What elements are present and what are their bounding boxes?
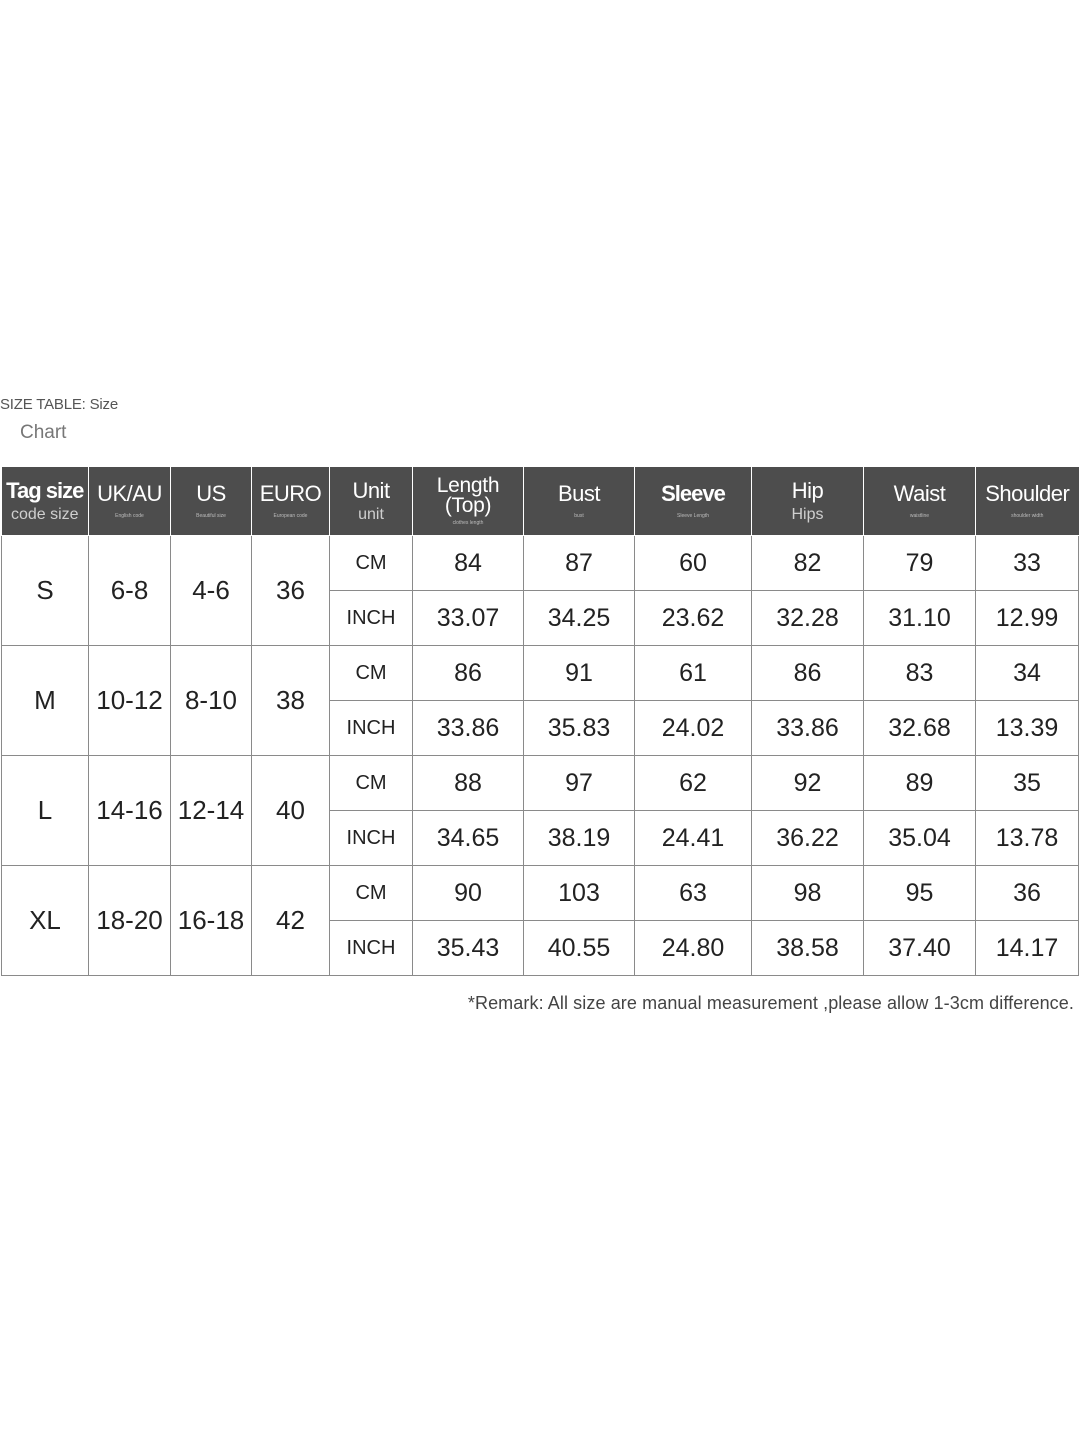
waist-cell: 79: [864, 536, 976, 591]
sleeve-cell: 23.62: [635, 591, 752, 646]
waist-cell: 89: [864, 756, 976, 811]
sleeve-cell: 24.80: [635, 921, 752, 976]
header-uk-au: [89, 467, 171, 536]
length-cell: 33.86: [413, 701, 524, 756]
tag-size-cell: S: [2, 536, 89, 646]
size-chart-table: [1, 467, 1079, 976]
tag-size-cell: L: [2, 756, 89, 866]
header-sleeve: [635, 467, 752, 536]
sleeve-cell: 61: [635, 646, 752, 701]
caption-title: SIZE TABLE: Size: [0, 396, 118, 413]
header-sublabel: Hips: [791, 505, 824, 523]
euro-cell: 42: [252, 866, 330, 976]
sleeve-cell: 63: [635, 866, 752, 921]
size-table-caption: [0, 396, 118, 444]
header-waist: [864, 467, 976, 536]
us-cell: 4-6: [171, 536, 252, 646]
header-label: Unit: [352, 477, 390, 503]
sleeve-cell: 62: [635, 756, 752, 811]
hip-cell: 92: [752, 756, 864, 811]
uk-au-cell: 6-8: [89, 536, 171, 646]
bust-cell: 40.55: [524, 921, 635, 976]
waist-cell: 95: [864, 866, 976, 921]
unit-cell: CM: [330, 536, 413, 591]
table-row: [2, 536, 1079, 591]
shoulder-cell: 14.17: [976, 921, 1079, 976]
header-sublabel: shoulder width: [1011, 513, 1044, 520]
header-euro: [252, 467, 330, 536]
header-label: Sleeve: [661, 481, 725, 507]
bust-cell: 38.19: [524, 811, 635, 866]
uk-au-cell: 18-20: [89, 866, 171, 976]
length-cell: 84: [413, 536, 524, 591]
table-row: [2, 756, 1079, 811]
unit-cell: INCH: [330, 591, 413, 646]
header-sublabel: clothes length: [452, 519, 484, 526]
hip-cell: 38.58: [752, 921, 864, 976]
header-sublabel: Sleeve Length: [677, 513, 709, 520]
sleeve-cell: 24.02: [635, 701, 752, 756]
header-label: Waist: [893, 481, 946, 507]
header-label: EURO: [259, 481, 322, 507]
euro-cell: 40: [252, 756, 330, 866]
bust-cell: 34.25: [524, 591, 635, 646]
euro-cell: 38: [252, 646, 330, 756]
header-label: Hip: [791, 477, 824, 503]
waist-cell: 32.68: [864, 701, 976, 756]
hip-cell: 32.28: [752, 591, 864, 646]
sleeve-cell: 24.41: [635, 811, 752, 866]
length-cell: 86: [413, 646, 524, 701]
table-row: [2, 866, 1079, 921]
euro-cell: 36: [252, 536, 330, 646]
shoulder-cell: 33: [976, 536, 1079, 591]
header-label: UK/AU: [97, 481, 162, 507]
hip-cell: 82: [752, 536, 864, 591]
bust-cell: 35.83: [524, 701, 635, 756]
waist-cell: 31.10: [864, 591, 976, 646]
header-sublabel: code size: [10, 505, 79, 523]
header-label: Shoulder: [985, 481, 1070, 507]
header-label: Length (Top): [436, 473, 500, 517]
header-sublabel: bust: [574, 513, 584, 520]
unit-cell: CM: [330, 756, 413, 811]
tag-size-cell: M: [2, 646, 89, 756]
header-shoulder: [976, 467, 1079, 536]
waist-cell: 37.40: [864, 921, 976, 976]
header-label: US: [196, 481, 226, 507]
unit-cell: CM: [330, 646, 413, 701]
bust-cell: 87: [524, 536, 635, 591]
hip-cell: 86: [752, 646, 864, 701]
uk-au-cell: 10-12: [89, 646, 171, 756]
header-label: Bust: [557, 481, 601, 507]
bust-cell: 103: [524, 866, 635, 921]
waist-cell: 83: [864, 646, 976, 701]
unit-cell: CM: [330, 866, 413, 921]
table-header-row: [2, 467, 1079, 536]
measurement-remark: *Remark: All size are manual measurement ,please allow 1-3cm difference.: [467, 993, 1074, 1013]
header-sublabel: unit: [358, 505, 384, 523]
shoulder-cell: 13.39: [976, 701, 1079, 756]
length-cell: 90: [413, 866, 524, 921]
header-sublabel: English code: [115, 513, 144, 520]
header-unit: [330, 467, 413, 536]
header-label: Tag size: [6, 477, 84, 503]
unit-cell: INCH: [330, 921, 413, 976]
shoulder-cell: 12.99: [976, 591, 1079, 646]
length-cell: 34.65: [413, 811, 524, 866]
unit-cell: INCH: [330, 811, 413, 866]
hip-cell: 33.86: [752, 701, 864, 756]
hip-cell: 36.22: [752, 811, 864, 866]
us-cell: 16-18: [171, 866, 252, 976]
header-sublabel: Beautiful size: [196, 513, 226, 520]
header-sublabel: waistline: [909, 513, 930, 520]
header-tag-size: [2, 467, 89, 536]
unit-cell: INCH: [330, 701, 413, 756]
header-length: [413, 467, 524, 536]
header-bust: [524, 467, 635, 536]
length-cell: 88: [413, 756, 524, 811]
length-cell: 33.07: [413, 591, 524, 646]
shoulder-cell: 36: [976, 866, 1079, 921]
uk-au-cell: 14-16: [89, 756, 171, 866]
shoulder-cell: 13.78: [976, 811, 1079, 866]
shoulder-cell: 35: [976, 756, 1079, 811]
caption-subtitle: Chart: [20, 422, 67, 443]
header-us: [171, 467, 252, 536]
bust-cell: 91: [524, 646, 635, 701]
length-cell: 35.43: [413, 921, 524, 976]
table-row: [2, 646, 1079, 701]
shoulder-cell: 34: [976, 646, 1079, 701]
bust-cell: 97: [524, 756, 635, 811]
header-sublabel: European code: [273, 513, 308, 520]
header-hip: [752, 467, 864, 536]
sleeve-cell: 60: [635, 536, 752, 591]
us-cell: 8-10: [171, 646, 252, 756]
waist-cell: 35.04: [864, 811, 976, 866]
tag-size-cell: XL: [2, 866, 89, 976]
hip-cell: 98: [752, 866, 864, 921]
us-cell: 12-14: [171, 756, 252, 866]
